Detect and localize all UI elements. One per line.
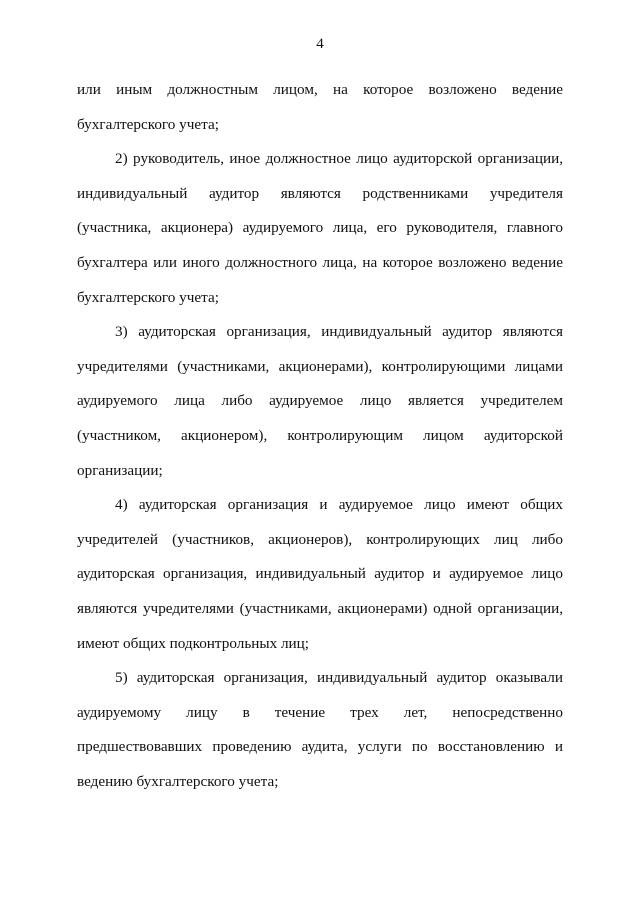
paragraph-item-2: 2) руководитель, иное должностное лицо аудиторской организации, индивидуальный аудитор являются родственниками учредителя (участника, акционера) аудируемого лица, его руководителя, главного бухгалтера или иного должностного лица, на которое возложено ведение бухгалтерского учета; (77, 150, 563, 306)
paragraph-item-4: 4) аудиторская организация и аудируемое лицо имеют общих учредителей (участников, акционеров), контролирующих лиц либо аудиторская организация, индивидуальный аудитор и аудируемое лицо являются учредителями (участниками, акционерами) одной организации, имеют общих подконтрольных лиц; (77, 496, 563, 652)
document-body (77, 73, 563, 799)
paragraph-item-5: 5) аудиторская организация, индивидуальный аудитор оказывали аудируемому лицу в течение трех лет, непосредственно предшествовавших проведению аудита, услуги по восстановлению и ведению бухгалтерского учета; (77, 669, 563, 790)
page-number: 4 (316, 36, 324, 52)
paragraph-continuation: или иным должностным лицом, на которое возложено ведение бухгалтерского учета; (77, 81, 563, 133)
paragraph-item-3: 3) аудиторская организация, индивидуальный аудитор являются учредителями (участниками, акционерами), контролирующими лицами аудируемого лица либо аудируемое лицо является учредителем (участником, акционером), контролирующим лицом аудиторской организации; (77, 323, 563, 479)
